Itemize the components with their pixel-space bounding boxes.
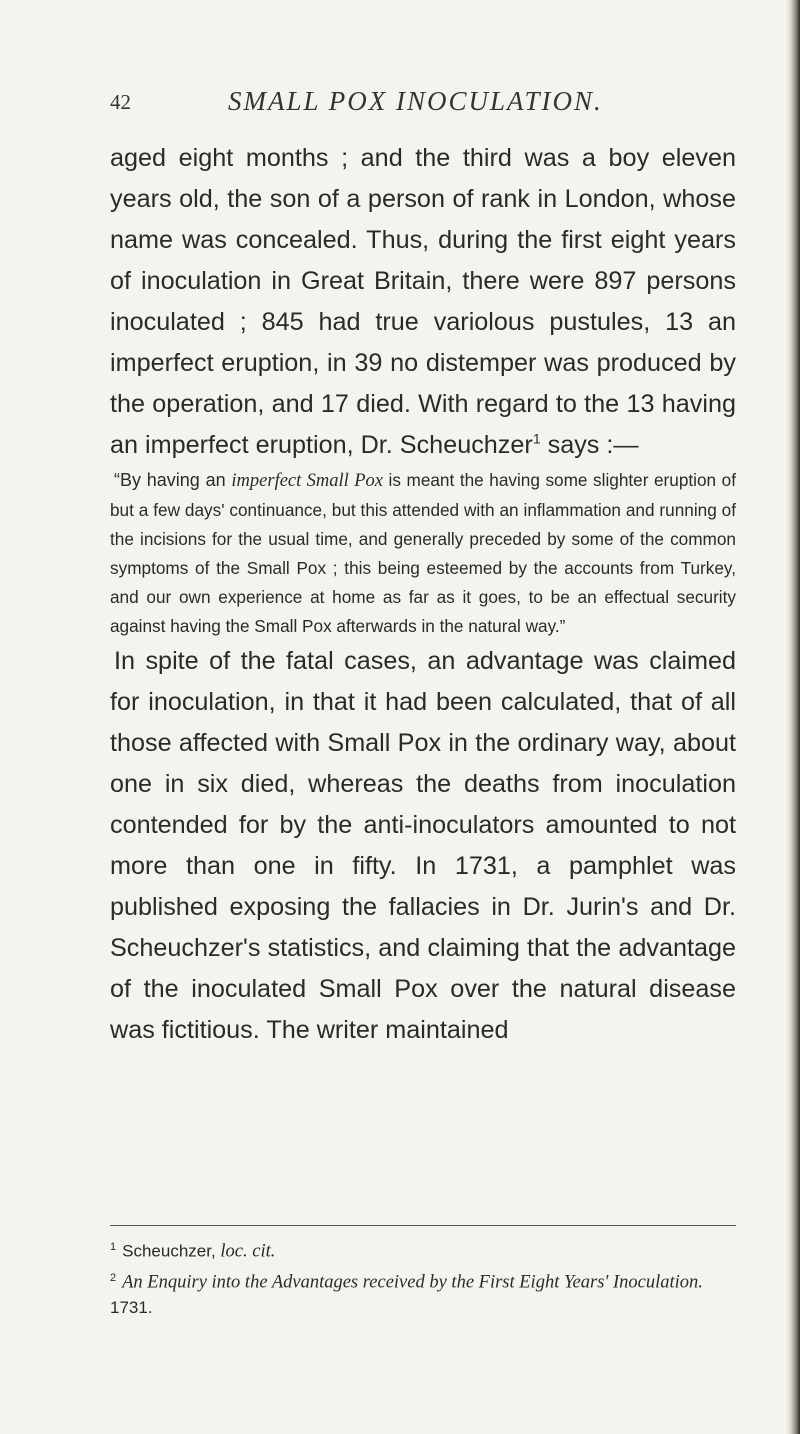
- page-number: 42: [110, 90, 131, 114]
- page-header: [0, 86, 800, 126]
- quote-open: “By having an: [114, 470, 232, 490]
- page-edge-shadow: [786, 0, 800, 1434]
- paragraph-1-tail: says :—: [540, 431, 639, 459]
- paragraph-2: In spite of the fatal cases, an advantage was claimed for inoculation, in that it had been calculated, that of all those affected with Small Pox in the ordinary way, about one in six died, whereas the deaths from inoculation contended for by the anti-inoculators amounted to not more than one in fifty. In 1731, a pamphlet was published exposing the fallacies in Dr. Jurin's and Dr. Scheuchzer's statistics, and claiming that the advantage of the inoculated Small Pox over the natural disease was fictitious. The writer maintained: [110, 647, 736, 1044]
- paragraph-1-text: aged eight months ; and the third was a boy eleven years old, the son of a person of rank in London, whose name was concealed. Thus, during the first eight years of inoculation in Great Britain, there were 897 persons inoculated ; 845 had true variolous pustules, 13 an imperfect eruption, in 39 no distemper was produced by the operation, and 17 died. With regard to the 13 having an imperfect eruption, Dr. Scheuchzer: [110, 144, 736, 459]
- quote-italic-term: imperfect Small Pox: [231, 471, 383, 491]
- footnote-1: [110, 1234, 736, 1265]
- footnotes: [110, 1234, 736, 1321]
- footnote-1-mark: 1: [110, 1241, 117, 1253]
- footnote-2-title: An Enquiry into the Advantages received by the First Eight Years' Inoculation.: [122, 1272, 703, 1293]
- footnote-1-italic: loc. cit.: [220, 1241, 276, 1262]
- footnote-2-year: 1731.: [110, 1298, 153, 1318]
- footnote-2: [110, 1265, 736, 1322]
- footnote-ref-1: 1: [532, 430, 541, 447]
- running-title: SMALL POX INOCULATION.: [228, 86, 603, 116]
- footnote-divider: [110, 1225, 736, 1226]
- footnote-1-text: Scheuchzer,: [122, 1241, 221, 1261]
- paragraph-1: [110, 138, 736, 466]
- footnote-2-mark: 2: [110, 1271, 117, 1284]
- quote-body: is meant the having some slighter eruption of but a few days' continuance, but this attended with an inflammation and running of the incisions for the usual time, and generally preceded by some of the common symptoms of the Small Pox ; this being esteemed by the accounts from Turkey, and our own experience at home as far as it goes, to be an effectual security against having the Small Pox afterwards in the natural way.”: [110, 470, 737, 636]
- block-quote: [110, 466, 736, 641]
- main-text: [110, 138, 736, 1051]
